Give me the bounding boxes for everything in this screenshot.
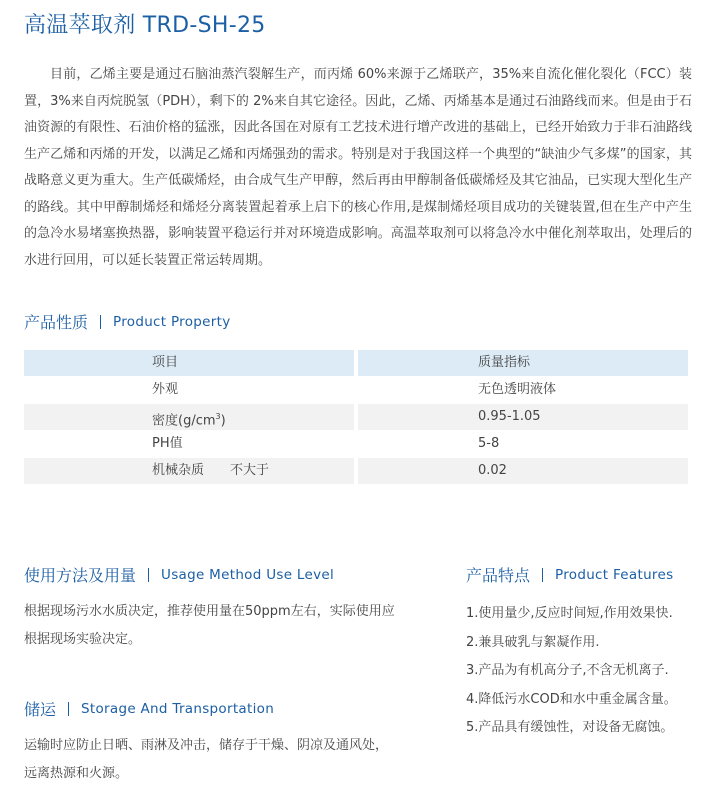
cell-spec: 无色透明液体 bbox=[358, 377, 688, 403]
section-title-cn: 产品性质 bbox=[24, 313, 89, 332]
table-row bbox=[24, 431, 688, 457]
cell-spec: 0.02 bbox=[358, 458, 688, 484]
list-item: 2.兼具破乳与絮凝作用. bbox=[466, 634, 600, 650]
table-row bbox=[24, 377, 688, 403]
list-item: 4.降低污水COD和水中重金属含量。 bbox=[466, 691, 677, 707]
list-item: 3.产品为有机高分子,不含无机离子. bbox=[466, 663, 669, 678]
features-heading bbox=[466, 563, 673, 586]
property-table bbox=[24, 350, 688, 485]
list-item: 1.使用量少,反应时间短,作用效果快. bbox=[466, 606, 673, 621]
table-row bbox=[24, 404, 688, 430]
usage-heading bbox=[24, 563, 334, 586]
heading-divider bbox=[100, 315, 101, 329]
features-list bbox=[466, 600, 677, 743]
product-property-heading bbox=[24, 310, 231, 333]
heading-divider bbox=[542, 568, 543, 582]
cell-spec: 0.95-1.05 bbox=[358, 404, 688, 430]
storage-heading bbox=[24, 697, 274, 720]
heading-divider bbox=[148, 568, 149, 582]
storage-text: 运输时应防止日晒、雨淋及冲击，储存于干燥、阴凉及通风处，远离热源和火源。 bbox=[24, 738, 389, 781]
section-title-cn: 储运 bbox=[24, 700, 57, 719]
cell-item-text: 密度(g/cm bbox=[152, 413, 216, 429]
section-title-en: Usage Method Use Level bbox=[161, 566, 335, 583]
cell-item bbox=[24, 404, 354, 430]
header-cell-item: 项目 bbox=[24, 350, 354, 376]
page-title: 高温萃取剂 TRD-SH-25 bbox=[24, 13, 266, 38]
list-item: 5.产品具有缓蚀性，对设备无腐蚀。 bbox=[466, 720, 674, 735]
table-header-row bbox=[24, 350, 688, 376]
section-title-en: Product Property bbox=[113, 313, 231, 330]
header-cell-spec: 质量指标 bbox=[358, 350, 688, 376]
usage-text: 根据现场污水水质决定，推荐使用量在50ppm左右，实际使用应根据现场实验决定。 bbox=[24, 604, 395, 647]
intro-paragraph: 目前，乙烯主要是通过石脑油蒸汽裂解生产，而丙烯 60%来源于乙烯联产，35%来自流化催化裂化（FCC）装置，3%来自丙烷脱氢（PDH），剩下的 2%来自其它途径。因此，乙烯、丙烯基本是通过石油路线而来。但是由于石油资源的有限性、石油价格的猛涨，因此各国在对原有工艺技术进行增产改进的基础上，已经开始致力于非石油路线生产乙烯和丙烯的开发，以满足乙烯和丙烯强劲的需求。特别是对于我国这样一个典型的“缺油少气多煤”的国家，其战略意义更为重大。生产低碳烯烃，由合成气生产甲醇，然后再由甲醇制备低碳烯烃及其它油品，已实现大型化生产的路线。其中甲醇制烯烃和烯烃分离装置起着承上启下的核心作用,是煤制烯烃项目成功的关键装置,但在生产中产生的急冷水易堵塞换热器，影响装置平稳运行并对环境造成影响。高温萃取剂可以将急冷水中催化剂萃取出，处理后的水进行回用，可以延长装置正常运转周期。 bbox=[24, 67, 692, 268]
cell-spec: 5-8 bbox=[358, 431, 688, 457]
section-title-cn: 使用方法及用量 bbox=[24, 566, 137, 585]
cell-item: PH值 bbox=[24, 431, 354, 457]
cell-item-suffix: ) bbox=[220, 413, 226, 429]
section-title-en: Product Features bbox=[555, 566, 674, 583]
section-title-en: Storage And Transportation bbox=[81, 700, 275, 717]
cell-item: 机械杂质 不大于 bbox=[24, 458, 354, 484]
cell-item: 外观 bbox=[24, 377, 354, 403]
section-title-cn: 产品特点 bbox=[466, 566, 531, 585]
cell-item-superscript: 3 bbox=[215, 412, 221, 421]
heading-divider bbox=[68, 702, 69, 716]
table-row bbox=[24, 458, 688, 484]
